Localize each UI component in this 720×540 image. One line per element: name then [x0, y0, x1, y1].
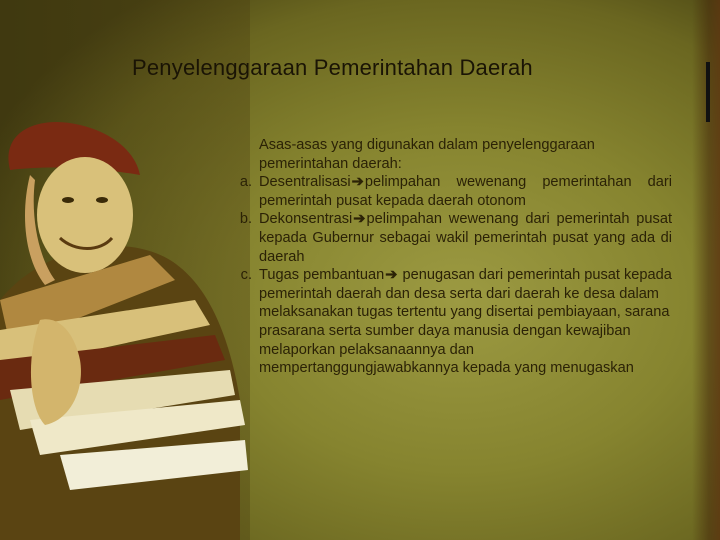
- arrow-right-icon: ➔: [351, 174, 364, 191]
- list-marker: a.: [239, 174, 252, 191]
- list-item-b: [220, 210, 672, 266]
- definition: pelimpahan wewenang dari pemerintah pusat kepada Gubernur sebagai wakil pemerintah pusat yang ada di daerah: [259, 211, 672, 265]
- definition: penugasan dari pemerintah pusat kepada pemerintah daerah dan desa serta dari daerah ke desa dalam melaksanakan tugas tertentu yang disertai pembiayaan, sarana prasarana serta sumber daya manusia dengan kewajiban melaporkan pelaksanaannya dan mempertanggungjawabkannya kepada yang menugaskan: [259, 267, 672, 377]
- list-item-c: [220, 266, 672, 378]
- person-with-binders-photo: [0, 0, 250, 540]
- list-item-text: [259, 210, 672, 266]
- list-item-text: [259, 266, 672, 378]
- arrow-right-icon: ➔: [353, 211, 366, 228]
- list-marker: c.: [240, 267, 252, 284]
- list-item-text: [259, 173, 672, 210]
- definition: pelimpahan wewenang pemerintahan dari pemerintah pusat kepada daerah otonom: [259, 174, 672, 209]
- keyword: Desentralisasi: [259, 174, 351, 191]
- list-item-a: [220, 173, 672, 210]
- keyword: Dekonsentrasi: [259, 211, 353, 228]
- frame-border-decoration: [706, 62, 710, 122]
- arrow-right-icon: ➔: [385, 267, 398, 284]
- slide-content: [220, 136, 672, 378]
- keyword: Tugas pembantuan: [259, 267, 385, 284]
- list-marker: b.: [239, 211, 252, 228]
- intro-text: Asas-asas yang digunakan dalam penyelenggaraan pemerintahan daerah:: [259, 137, 595, 172]
- slide-title: Penyelenggaraan Pemerintahan Daerah: [132, 55, 533, 80]
